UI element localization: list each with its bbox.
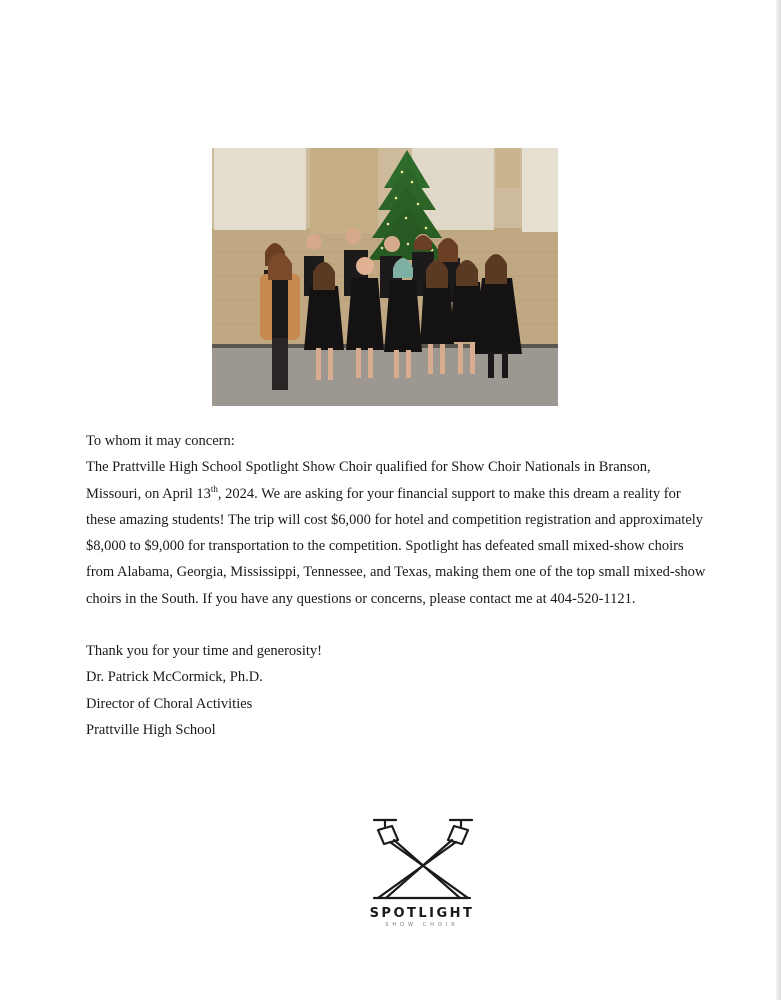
group-photo-icon: [212, 148, 558, 406]
letter-paragraph: [86, 454, 706, 612]
closing-thanks: Thank you for your time and generosity!: [86, 643, 322, 660]
salutation: To whom it may concern:: [86, 433, 235, 449]
logo-subtitle: SHOW CHOIR: [385, 922, 459, 928]
signer-school: Prattville High School: [86, 721, 216, 738]
spotlight-logo: [364, 812, 480, 932]
signer-name: Dr. Patrick McCormick, Ph.D.: [86, 669, 263, 686]
letter-paragraph-part1: The Prattville High School Spotlight Show Choir qualified for Show Choir Nationals in Branson, Missouri, on April 13: [86, 459, 651, 502]
crossed-spotlights-icon: [364, 812, 480, 904]
date-ordinal-suffix: th: [210, 483, 218, 494]
letter-paragraph-part2: , 2024. We are asking for your financial support to make this dream a reality for these amazing students! The trip will cost $6,000 for hotel and competition registration and approximately $8,000 to $9,000 for transportation to the competition. Spotlight has defeated small mixed-show choirs from Alabama, Georgia, Mississippi, Tennessee, and Texas, making them one of the top small mixed-show choirs in the South. If you have any questions or concerns, please contact me at 404-520-1121.: [86, 485, 706, 607]
page-edge: [776, 0, 781, 1000]
letter-body: [86, 428, 706, 743]
logo-wordmark: SPOTLIGHT: [369, 906, 475, 921]
choir-group-photo: [212, 148, 558, 406]
signer-title: Director of Choral Activities: [86, 695, 253, 712]
